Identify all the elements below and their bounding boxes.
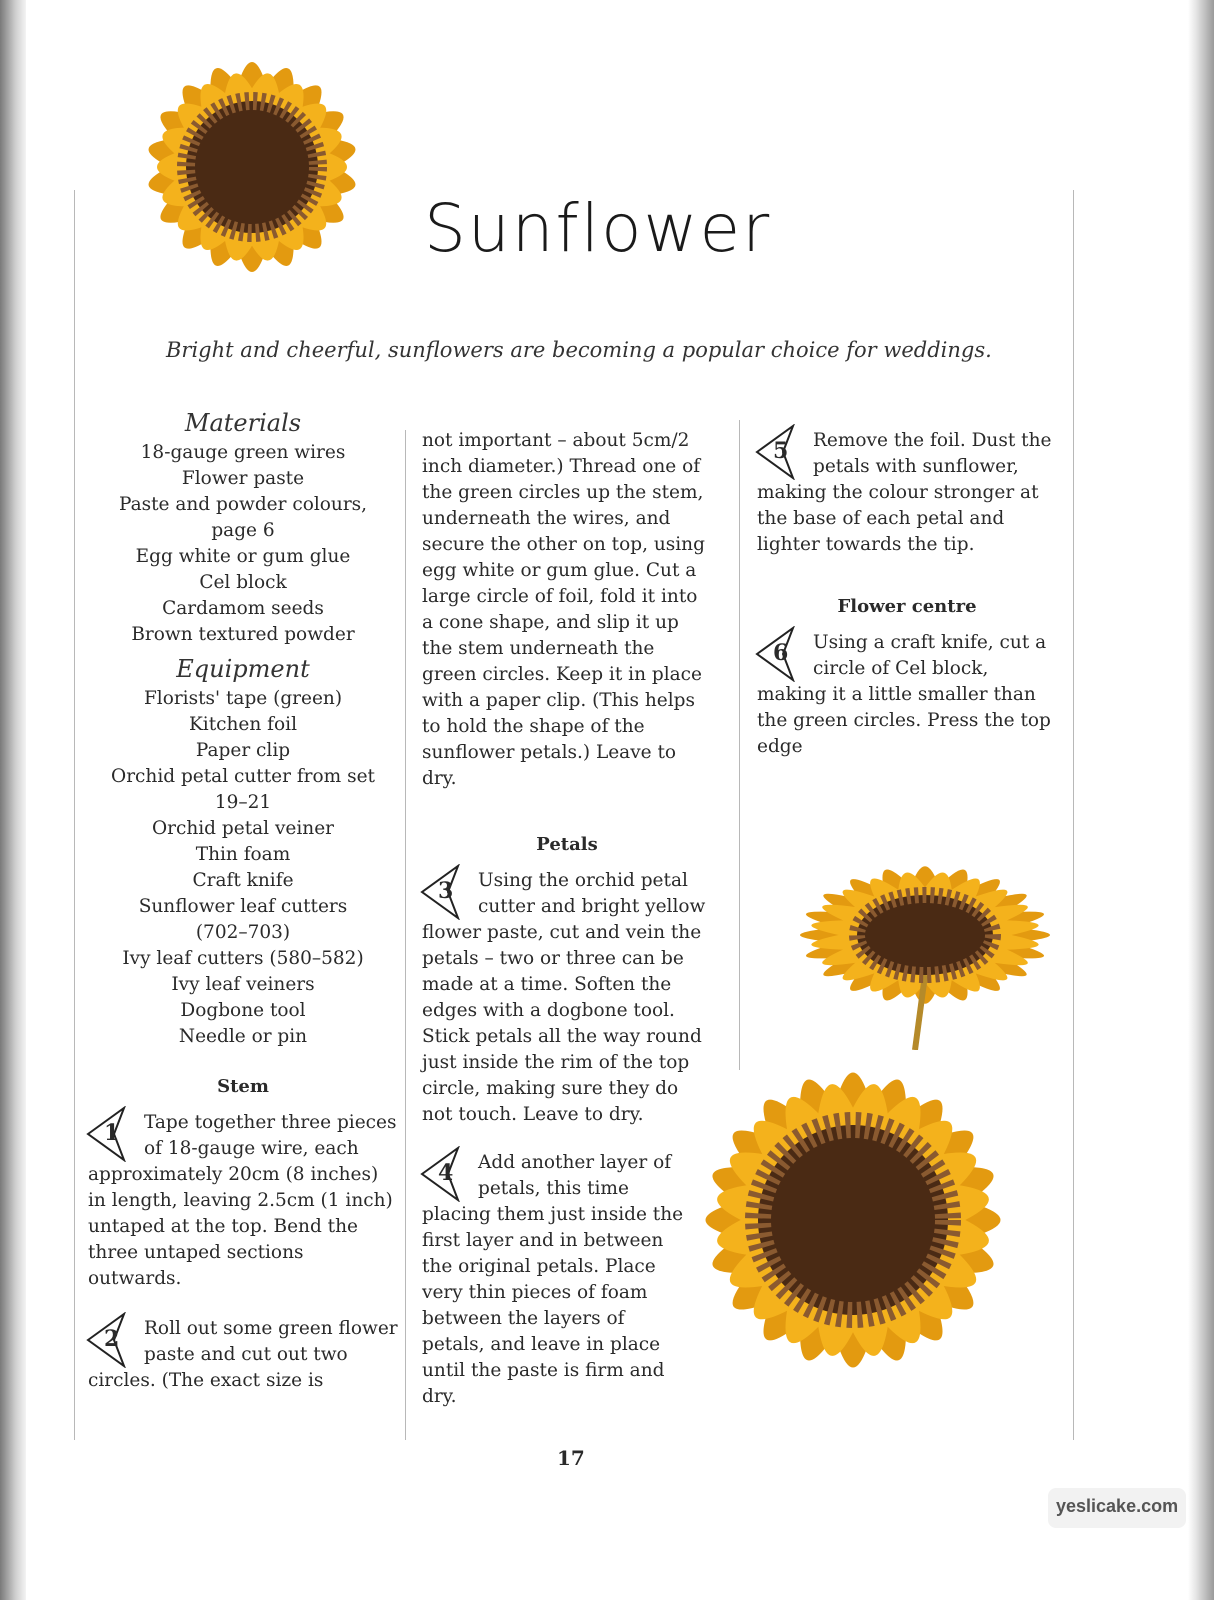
materials-item: 18-gauge green wires	[140, 442, 346, 463]
equipment-item: Florists' tape (green)	[143, 688, 343, 709]
materials-item: Cardamom seeds	[162, 598, 324, 619]
stem-heading: Stem	[217, 1076, 269, 1097]
equipment-item: Kitchen foil	[188, 714, 297, 735]
step-3-text: Using the orchid petal cutter and bright yellow flower paste, cut and vein the petals – two or three can be made at a time. Soften the edges with a dogbone tool. Stick petals all the way round just inside the rim of the top circle, making sure they do not touch. Leave to dry.	[422, 870, 706, 1125]
materials-item: Flower paste	[181, 468, 305, 489]
step-6-number: 6	[773, 640, 789, 666]
materials-item: Paste and powder colours,	[118, 494, 368, 515]
step-4-text: Add another layer of petals, this time placing them just inside the first layer and in between the original petals. Place very thin pieces of foam between the layers of petals, and leave in place until the paste is firm and dry.	[422, 1152, 684, 1407]
materials-item: Brown textured powder	[131, 624, 355, 645]
step-6	[757, 630, 1057, 760]
step-1	[88, 1110, 398, 1292]
equipment-heading: Equipment	[176, 655, 310, 683]
step-5	[757, 428, 1057, 558]
equipment-item: Craft knife	[192, 870, 294, 891]
step-2-number: 2	[104, 1326, 120, 1352]
step-2-text: Roll out some green flower paste and cut out two circles. (The exact size is	[88, 1318, 398, 1391]
page-title: Sunflower	[424, 190, 772, 267]
step-5-text: Remove the foil. Dust the petals with sunflower, making the colour stronger at the base of each petal and lighter towards the tip.	[757, 430, 1052, 555]
step-2	[88, 1316, 398, 1394]
step-3-number: 3	[438, 878, 454, 904]
sunflower-photo-lower-right	[628, 1000, 1078, 1440]
equipment-item: Orchid petal cutter from set	[111, 766, 375, 787]
watermark-logo	[1048, 1488, 1186, 1528]
column-1	[88, 406, 398, 1394]
materials-item: Egg white or gum glue	[135, 546, 351, 567]
step-6-marker	[753, 626, 807, 678]
step-1-text: Tape together three pieces of 18-gauge wire, each approximately 20cm (8 inches) in length, leaving 2.5cm (1 inch) untaped at the top. Bend the three untaped sections outwards.	[88, 1112, 397, 1289]
sunflower-photo-top	[92, 12, 412, 322]
step-1-marker	[84, 1106, 138, 1158]
equipment-item: Dogbone tool	[180, 1000, 306, 1021]
step-1-number: 1	[104, 1120, 120, 1146]
column-rule-1	[405, 430, 406, 1440]
materials-item: Cel block	[199, 572, 287, 593]
book-spine-shadow	[0, 0, 26, 1600]
step-4-number: 4	[438, 1160, 454, 1186]
step-5-number: 5	[773, 438, 789, 464]
step-2-continued: not important – about 5cm/2 inch diameter.) Thread one of the green circles up the stem, underneath the wires, and secure the other on top, using egg white or gum glue. Cut a large circle of foil, fold it into a cone shape, and slip it up the stem underneath the green circles. Keep it in place with a paper clip. (This helps to hold the shape of the sunflower petals.) Leave to dry.	[422, 430, 705, 789]
equipment-item: Needle or pin	[178, 1026, 308, 1047]
page-number: 17	[557, 1446, 585, 1470]
step-4-marker	[418, 1146, 472, 1198]
equipment-item: Sunflower leaf cutters	[138, 896, 348, 917]
page-edge-shadow	[1188, 0, 1214, 1600]
materials-heading: Materials	[184, 409, 302, 437]
left-rule	[74, 190, 75, 1440]
step-5-marker	[753, 424, 807, 476]
equipment-item: Thin foam	[195, 844, 291, 865]
equipment-list	[88, 686, 398, 1050]
column-3	[757, 428, 1057, 760]
step-2-marker	[84, 1312, 138, 1364]
watermark-text: yeslicake.com	[1056, 1496, 1179, 1516]
equipment-item: 19–21	[214, 792, 272, 813]
materials-item: page 6	[211, 520, 275, 541]
equipment-item: Ivy leaf cutters (580–582)	[122, 948, 364, 969]
equipment-item: Ivy leaf veiners	[171, 974, 315, 995]
page-subtitle: Bright and cheerful, sunflowers are becoming a popular choice for weddings.	[166, 338, 992, 362]
step-6-text: Using a craft knife, cut a circle of Cel block, making it a little smaller than the green circles. Press the top edge	[757, 632, 1051, 757]
petals-heading: Petals	[536, 834, 598, 855]
step-3-marker	[418, 864, 472, 916]
equipment-item: (702–703)	[195, 922, 291, 943]
equipment-item: Orchid petal veiner	[151, 818, 334, 839]
flower-centre-heading: Flower centre	[837, 596, 977, 617]
materials-list	[88, 440, 398, 648]
equipment-item: Paper clip	[195, 740, 291, 761]
